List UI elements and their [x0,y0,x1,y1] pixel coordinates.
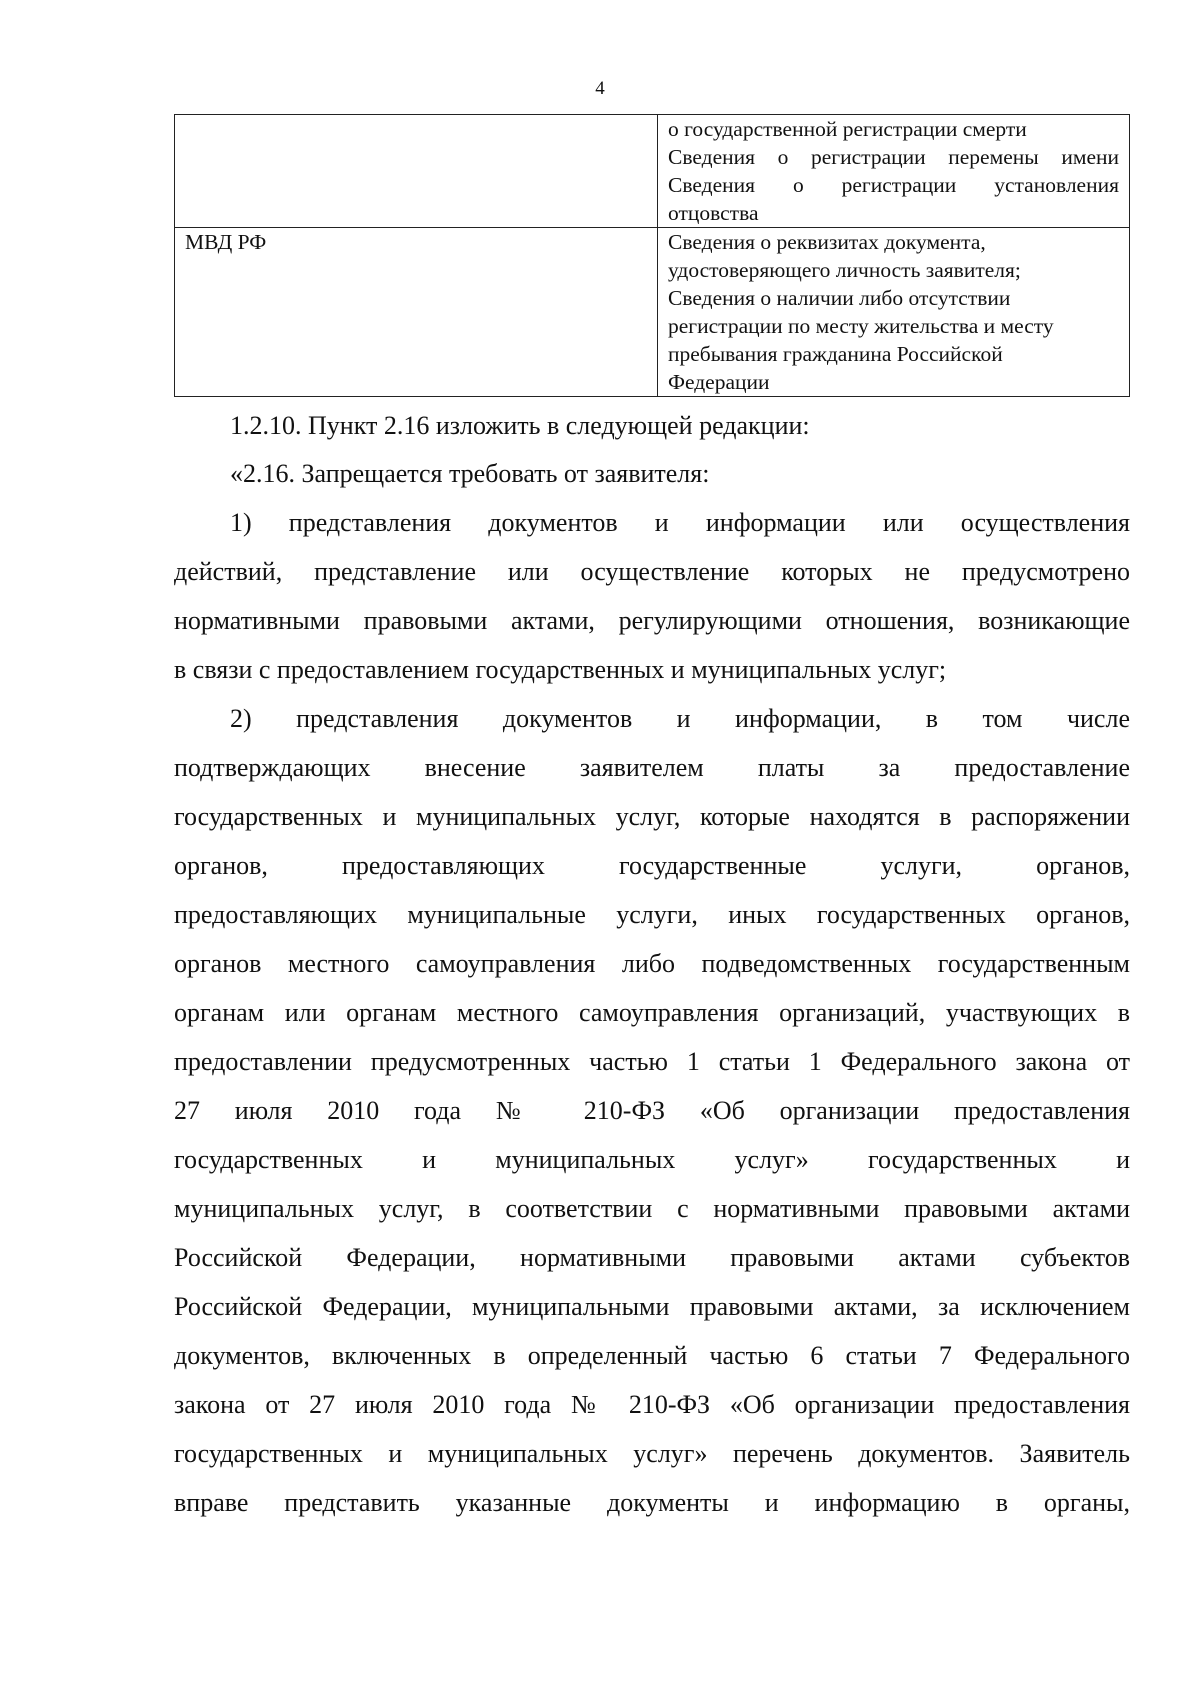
body-text-line: Российской Федерации, муниципальными правовыми актами, за исключением [174,1292,1130,1321]
body-text-line: 1.2.10. Пункт 2.16 изложить в следующей редакции: [230,411,810,440]
body-text-line: Российской Федерации, нормативными правовыми актами субъектов [174,1243,1130,1272]
body-text-line: государственных и муниципальных услуг» перечень документов. Заявитель [174,1439,1130,1468]
body-text-line: действий, представление или осуществление которых не предусмотрено [174,557,1130,586]
table-row [175,228,1130,397]
table-cell-info [658,228,1130,397]
body-text-line: предоставляющих муниципальные услуги, иных государственных органов, [174,900,1130,929]
info-line: Федерации [668,370,770,394]
info-line: Сведения о регистрации установления [668,173,1119,197]
table-cell-agency [175,115,658,228]
body-text-line: муниципальных услуг, в соответствии с нормативными правовыми актами [174,1194,1130,1223]
info-line: Сведения о наличии либо отсутствии [668,286,1011,310]
body-text-line: документов, включенных в определенный частью 6 статьи 7 Федерального [174,1341,1130,1370]
body-text-line: в связи с предоставлением государственных и муниципальных услуг; [174,655,947,684]
info-line: Сведения о регистрации перемены имени [668,145,1119,169]
body-text-line: подтверждающих внесение заявителем платы за предоставление [174,753,1130,782]
info-line: пребывания гражданина Российской [668,342,1003,366]
info-line: о государственной регистрации смерти [668,117,1027,141]
body-text-line: государственных и муниципальных услуг, которые находятся в распоряжении [174,802,1130,831]
body-text-line: 27 июля 2010 года № 210-ФЗ «Об организации предоставления [174,1096,1130,1125]
agency-info-table [174,114,1130,397]
body-text-line: органам или органам местного самоуправления организаций, участвующих в [174,998,1130,1027]
info-line: отцовства [668,201,759,225]
table-row [175,115,1130,228]
body-text-line: государственных и муниципальных услуг» государственных и [174,1145,1130,1174]
body-text-line: предоставлении предусмотренных частью 1 статьи 1 Федерального закона от [174,1047,1130,1076]
body-text-line: органов, предоставляющих государственные услуги, органов, [174,851,1130,880]
body-text-line: закона от 27 июля 2010 года № 210-ФЗ «Об организации предоставления [174,1390,1130,1419]
agency-name: МВД РФ [185,230,267,254]
info-line: регистрации по месту жительства и месту [668,314,1054,338]
body-text-line: 2) представления документов и информации, в том числе [230,704,1130,733]
info-line: удостоверяющего личность заявителя; [668,258,1021,282]
body-text-line: 1) представления документов и информации или осуществления [230,508,1130,537]
document-body [174,402,1130,1527]
body-text-line: «2.16. Запрещается требовать от заявителя: [230,459,710,488]
table-cell-agency [175,228,658,397]
body-text-line: вправе представить указанные документы и информацию в органы, [174,1488,1130,1517]
info-line: Сведения о реквизитах документа, [668,230,986,254]
page-number: 4 [595,78,605,99]
table-cell-info [658,115,1130,228]
body-text-line: органов местного самоуправления либо подведомственных государственным [174,949,1130,978]
body-text-line: нормативными правовыми актами, регулирующими отношения, возникающие [174,606,1130,635]
